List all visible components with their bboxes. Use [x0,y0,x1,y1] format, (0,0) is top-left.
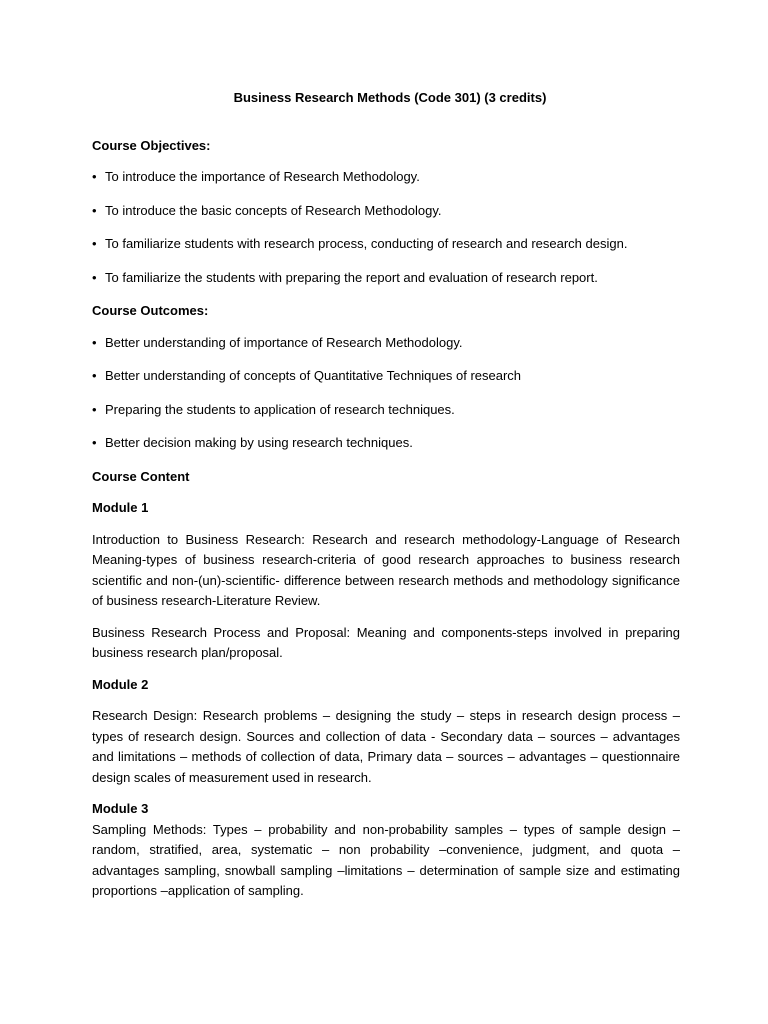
bullet-icon: • [92,368,97,383]
module-1-paragraph-1: Introduction to Business Research: Research and research methodology-Language of Research Meaning-types of business research-criteria of good research approaches to business research scientific and non-(un)-scientific- difference between research methods and methodology significance of business research-Literature Review. [92,531,680,608]
bullet-icon: • [92,401,97,417]
bullet-icon: • [92,269,97,285]
course-content-heading: Course Content [92,468,190,484]
bullet-icon: • [92,334,97,350]
list-item-text: To familiarize students with research process, conducting of research and research design. [105,236,628,251]
list-item [92,333,680,354]
list-item-text: To introduce the basic concepts of Research Methodology. [105,202,442,218]
module-3-heading: Module 3 [92,801,149,816]
list-item-text: Better decision making by using research techniques. [105,435,413,450]
module-1-heading: Module 1 [92,500,149,515]
page-title: Business Research Methods (Code 301) (3 credits) [233,90,547,105]
list-item [92,366,680,387]
module-2-paragraph-1: Research Design: Research problems – designing the study – steps in research design process – types of research design. Sources and collection of data - Secondary data – sources – advantages and limitations – methods of collection of data, Primary data – sources – advantages – questionnaire design scales of measurement used in research. [92,708,680,785]
bullet-icon: • [92,202,97,218]
list-item-text: To introduce the importance of Research Methodology. [105,169,420,184]
list-item-text: Better understanding of importance of Research Methodology. [105,334,463,350]
list-item [92,167,680,188]
list-item-text: Preparing the students to application of research techniques. [105,401,455,417]
list-item-text: To familiarize the students with preparing the report and evaluation of research report. [105,269,598,285]
list-item [92,234,680,255]
objectives-heading: Course Objectives: [92,137,211,153]
module-1-paragraph-2: Business Research Process and Proposal: Meaning and components-steps involved in preparing business research plan/proposal. [92,624,680,660]
list-item [92,400,680,421]
objectives-list [92,167,680,288]
list-item [92,433,680,454]
bullet-icon: • [92,435,97,450]
list-item [92,268,680,289]
outcomes-list [92,333,680,454]
module-2-heading: Module 2 [92,676,149,692]
bullet-icon: • [92,169,97,184]
module-3-paragraph-1: Sampling Methods: Types – probability and non-probability samples – types of sample design – random, stratified, area, systematic – non probability –convenience, judgment, and quota – advantages sampling, snowball sampling –limitations – determination of sample size and estimating proportions –application of sampling. [92,821,680,898]
outcomes-heading: Course Outcomes: [92,303,209,318]
document-body [92,88,680,913]
bullet-icon: • [92,236,97,251]
list-item [92,201,680,222]
list-item-text: Better understanding of concepts of Quantitative Techniques of research [105,368,522,383]
